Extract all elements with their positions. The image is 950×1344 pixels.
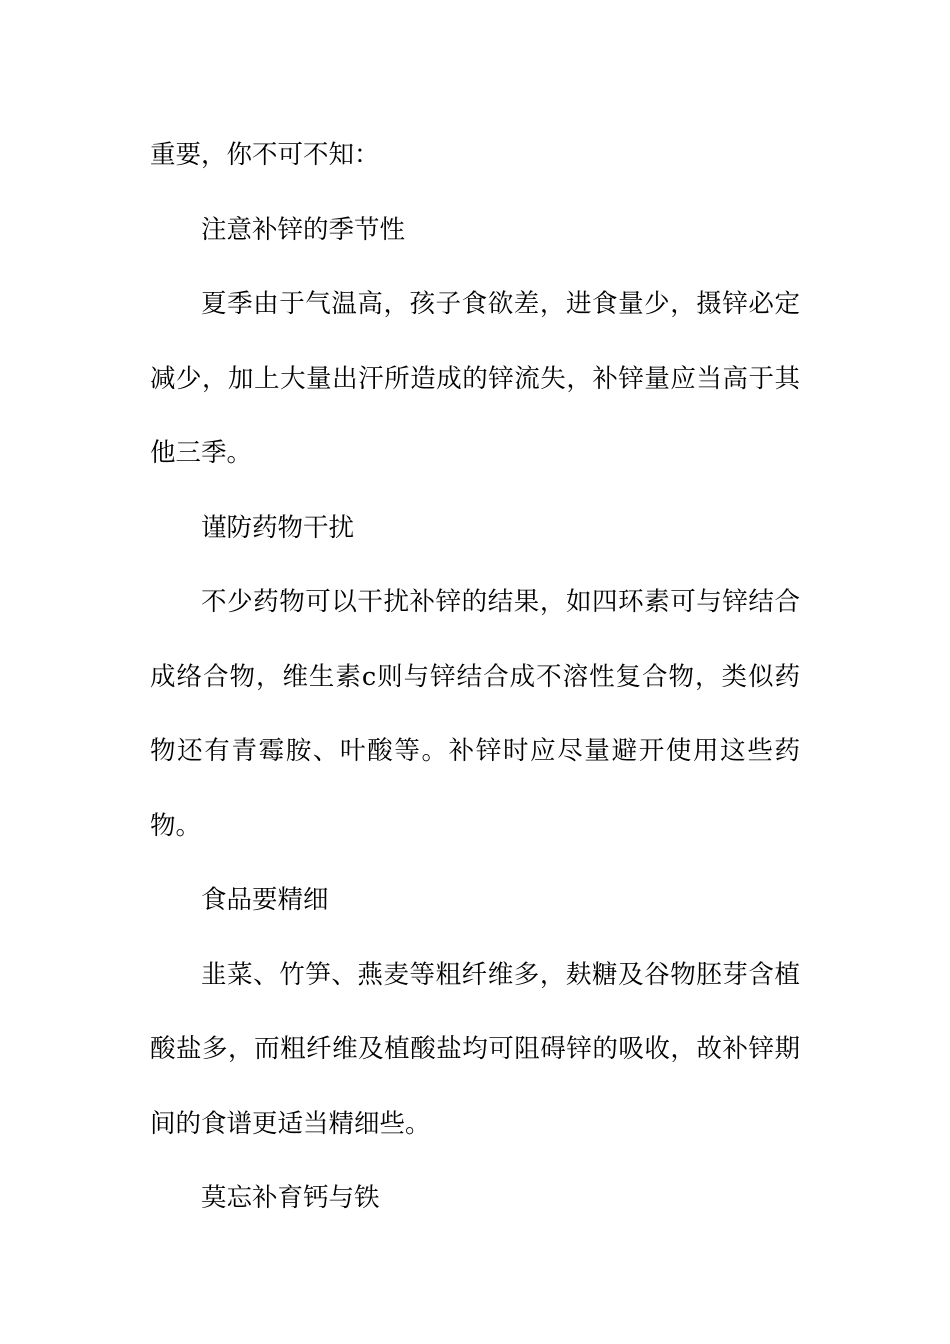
- heading-refined-food: 食品要精细: [201, 885, 329, 915]
- paragraph-refined-food: 韭菜、竹笋、燕麦等粗纤维多，麸糖及谷物胚芽含植酸盐多，而粗纤维及植酸盐均可阻碍锌的吸收，故补锌期间的食谱更适当精细些。: [150, 959, 800, 1139]
- heading-drug-interference: 谨防药物干扰: [201, 512, 355, 543]
- heading-calcium-iron: 莫忘补育钙与铁: [201, 1183, 380, 1213]
- paragraph-drug-interference: 不少药物可以干扰补锌的结果，如四环素可与锌结合成络合物，维生素c则与锌结合成不溶性复合物，类似药物还有青霉胺、叶酸等。补锌时应尽量避开使用这些药物。: [150, 587, 800, 841]
- heading-zinc-season: 注意补锌的季节性: [201, 214, 406, 245]
- document-page: [150, 118, 800, 1236]
- paragraph-intro: 重要，你不可不知：: [150, 140, 380, 170]
- paragraph-summer-zinc: 夏季由于气温高，孩子食欲差，进食量少，摄锌必定减少，加上大量出汗所造成的锌流失，补锌量应当高于其他三季。: [150, 289, 800, 468]
